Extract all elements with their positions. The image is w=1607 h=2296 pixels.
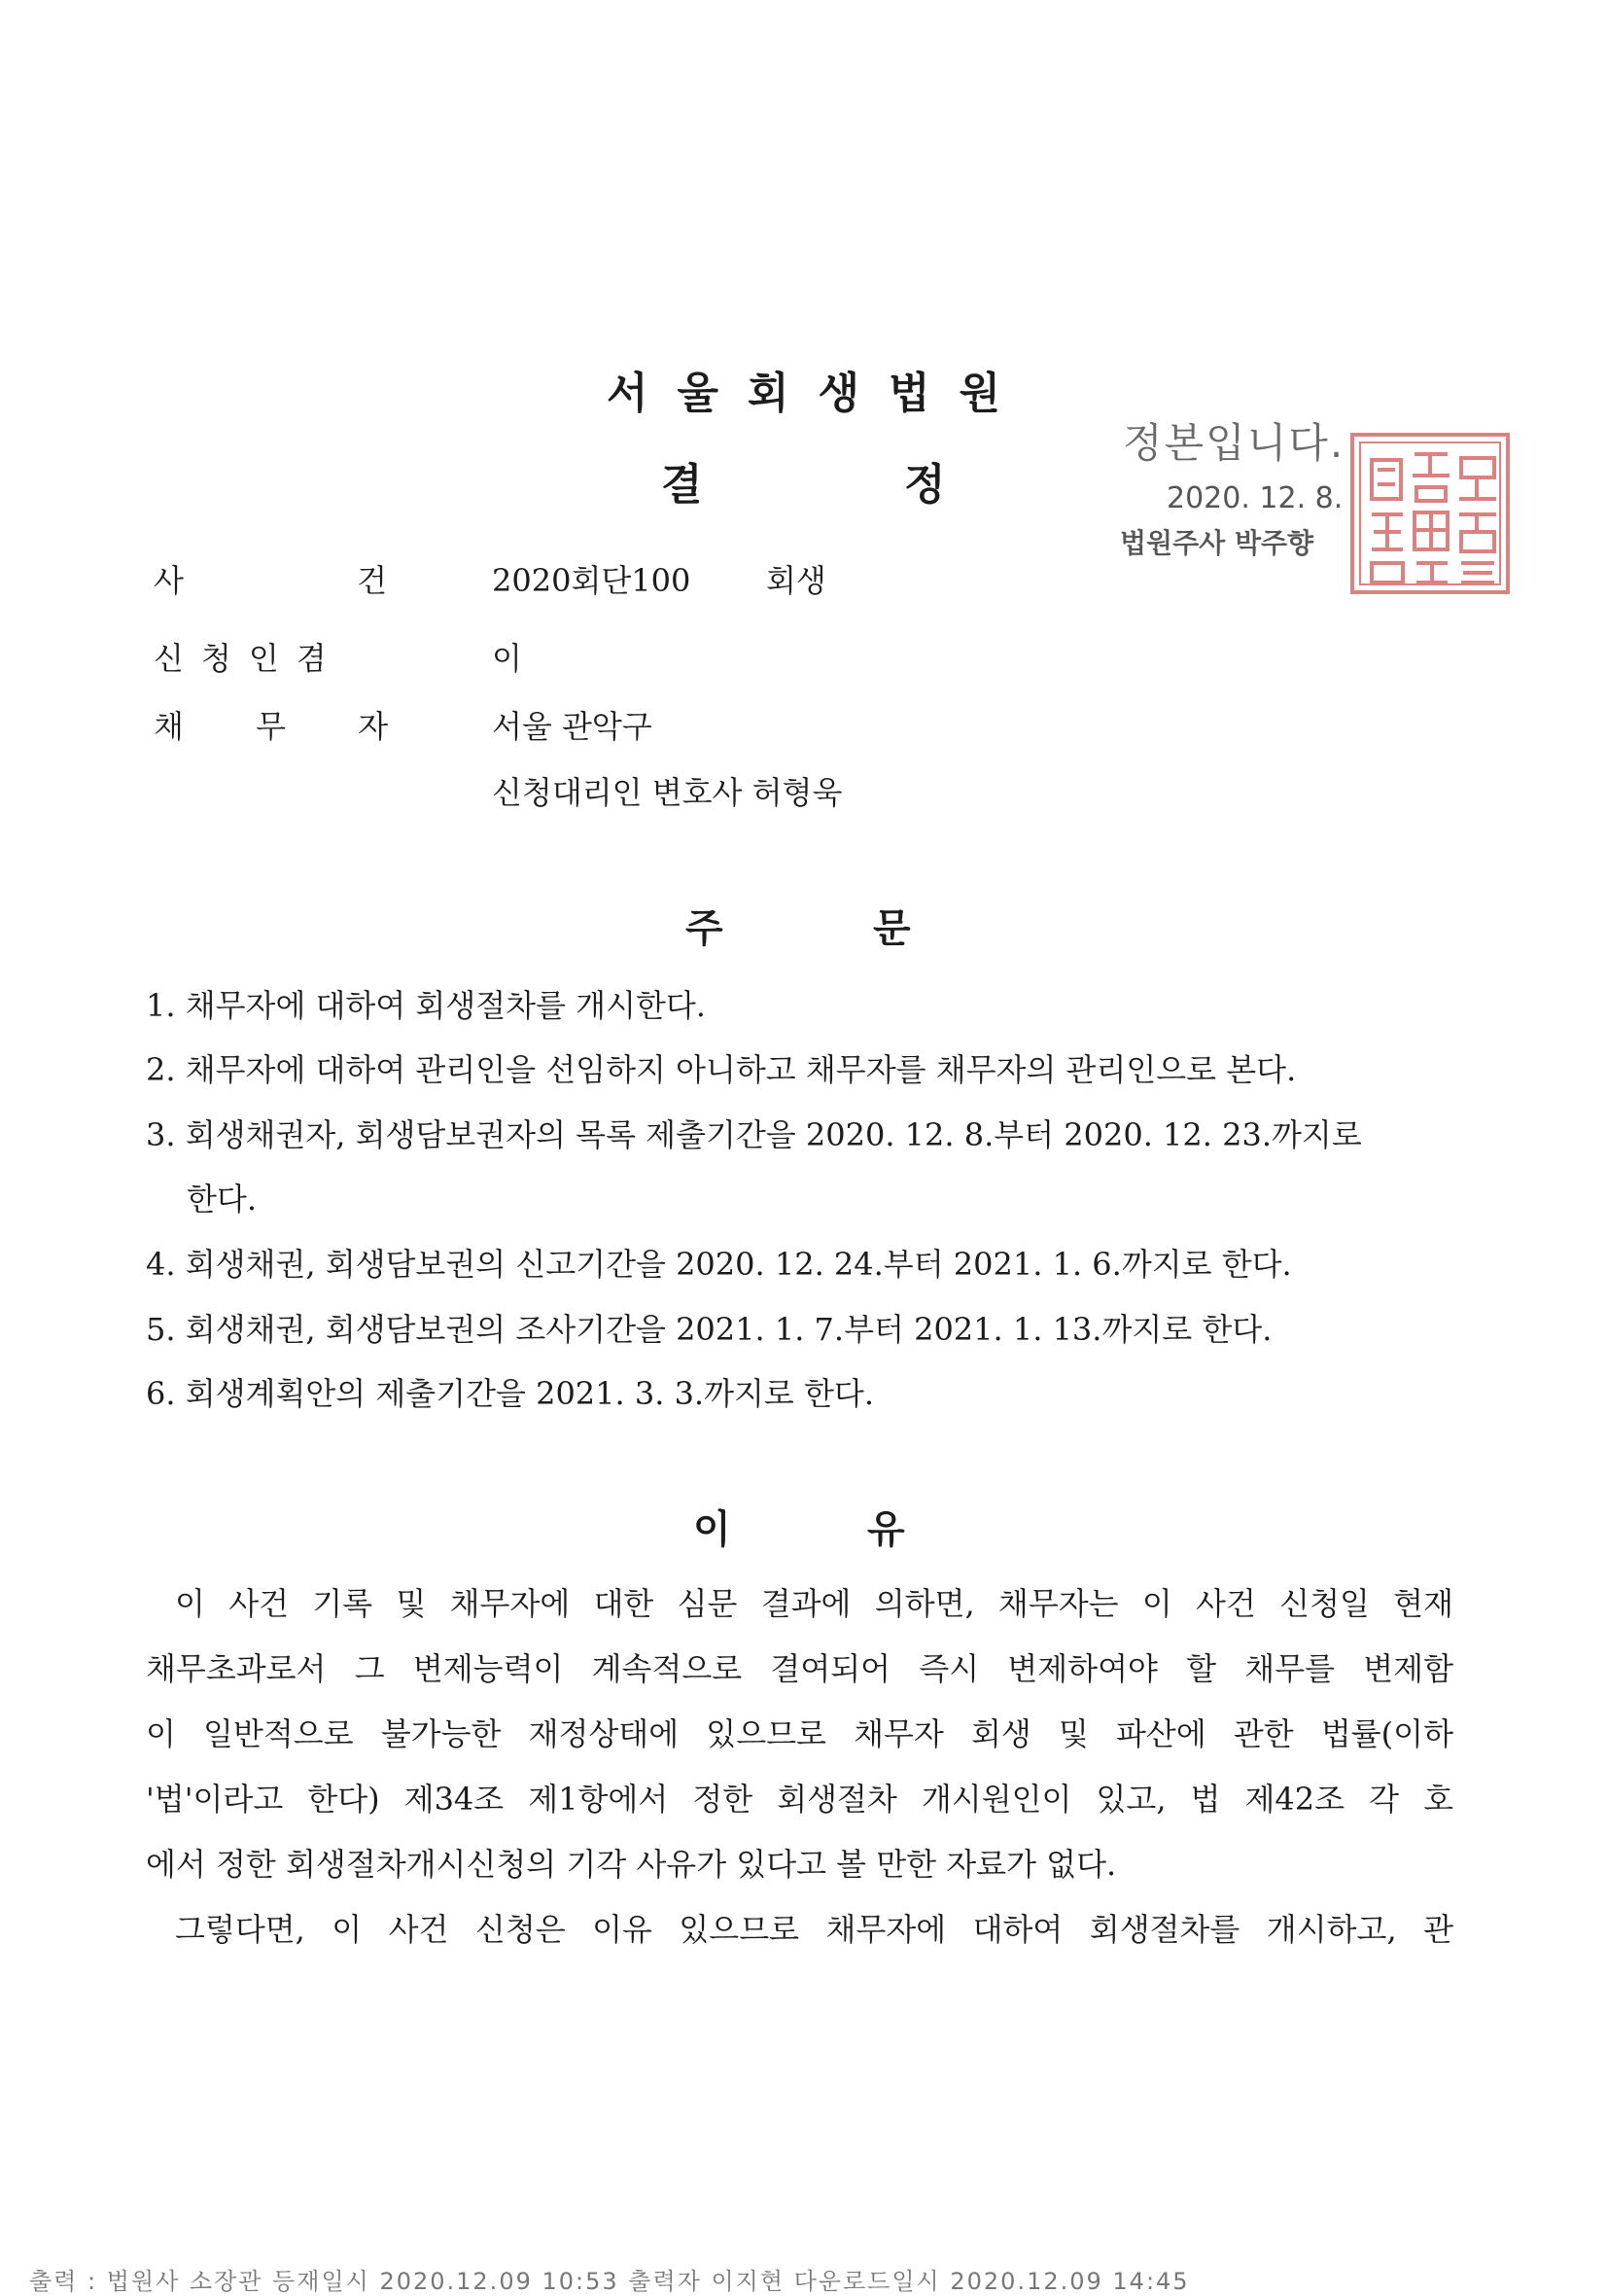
reason-line: 에서 정한 회생절차개시신청의 기각 사유가 있다고 볼 만한 자료가 없다. bbox=[146, 1846, 1117, 1883]
debtor-label: 채 무 자 bbox=[154, 708, 420, 745]
order-item: 4. 회생채권, 회생담보권의 신고기간을 2020. 12. 24.부터 2021. 1. 6.까지로 한다. bbox=[146, 1246, 1292, 1283]
order-item: 6. 회생계획안의 제출기간을 2021. 3. 3.까지로 한다. bbox=[146, 1375, 874, 1412]
order-heading-left: 주 bbox=[685, 906, 723, 951]
case-number: 2020회단100 bbox=[492, 562, 691, 599]
applicant-label: 신청인겸 bbox=[154, 640, 344, 677]
print-footer-text: 출력 : 법원사 소장관 등재일시 2020.12.09 10:53 출력자 이지현 다운로드일시 2020.12.09 14:45 bbox=[29, 2268, 1190, 2295]
order-heading-right: 문 bbox=[873, 906, 911, 951]
case-type: 회생 bbox=[766, 562, 826, 599]
court-seal bbox=[1348, 431, 1512, 596]
order-item: 1. 채무자에 대하여 회생절차를 개시한다. bbox=[146, 987, 706, 1024]
reason-line: 채무초과로서 그 변제능력이 계속적으로 결여되어 즉시 변제하여야 할 채무를 변제함 bbox=[146, 1650, 1453, 1687]
applicant-name: 이 bbox=[492, 640, 522, 677]
reason-line: 그렇다면, 이 사건 신청은 이유 있으므로 채무자에 대하여 회생절차를 개시하고, 관 bbox=[175, 1911, 1453, 1948]
order-item-continued: 한다. bbox=[187, 1181, 257, 1218]
order-item: 2. 채무자에 대하여 관리인을 선임하지 아니하고 채무자를 채무자의 관리인으로 본다. bbox=[146, 1051, 1297, 1088]
reason-line: 이 사건 기록 및 채무자에 대한 심문 결과에 의하면, 채무자는 이 사건 신청일 현재 bbox=[175, 1585, 1453, 1622]
certified-copy-label: 정본입니다. bbox=[1123, 419, 1345, 467]
certification-clerk: 법원주사 박주향 bbox=[1120, 527, 1314, 559]
reason-heading-left: 이 bbox=[693, 1507, 731, 1552]
court-name: 서울회생법원 bbox=[606, 369, 1031, 418]
print-footer bbox=[0, 2256, 1607, 2295]
reason-line: '법'이라고 한다) 제34조 제1항에서 정한 회생절차 개시원인이 있고, 법 제42조 각 호 bbox=[146, 1781, 1453, 1818]
certification-date: 2020. 12. 8. bbox=[1167, 481, 1344, 515]
legal-agent: 신청대리인 변호사 허형욱 bbox=[492, 774, 843, 811]
reason-heading-right: 유 bbox=[867, 1507, 905, 1552]
decision-title-right: 정 bbox=[904, 460, 946, 510]
order-item: 3. 회생채권자, 회생담보권자의 목록 제출기간을 2020. 12. 8.부터 2020. 12. 23.까지로 bbox=[146, 1116, 1362, 1153]
order-item: 5. 회생채권, 회생담보권의 조사기간을 2021. 1. 7.부터 2021. 1. 13.까지로 한다. bbox=[146, 1311, 1273, 1348]
decision-title-left: 결 bbox=[661, 460, 703, 510]
case-label: 사 건 bbox=[154, 562, 469, 599]
debtor-address: 서울 관악구 bbox=[492, 708, 652, 745]
reason-line: 이 일반적으로 불가능한 재정상태에 있으므로 채무자 회생 및 파산에 관한 법률(이하 bbox=[146, 1715, 1453, 1752]
